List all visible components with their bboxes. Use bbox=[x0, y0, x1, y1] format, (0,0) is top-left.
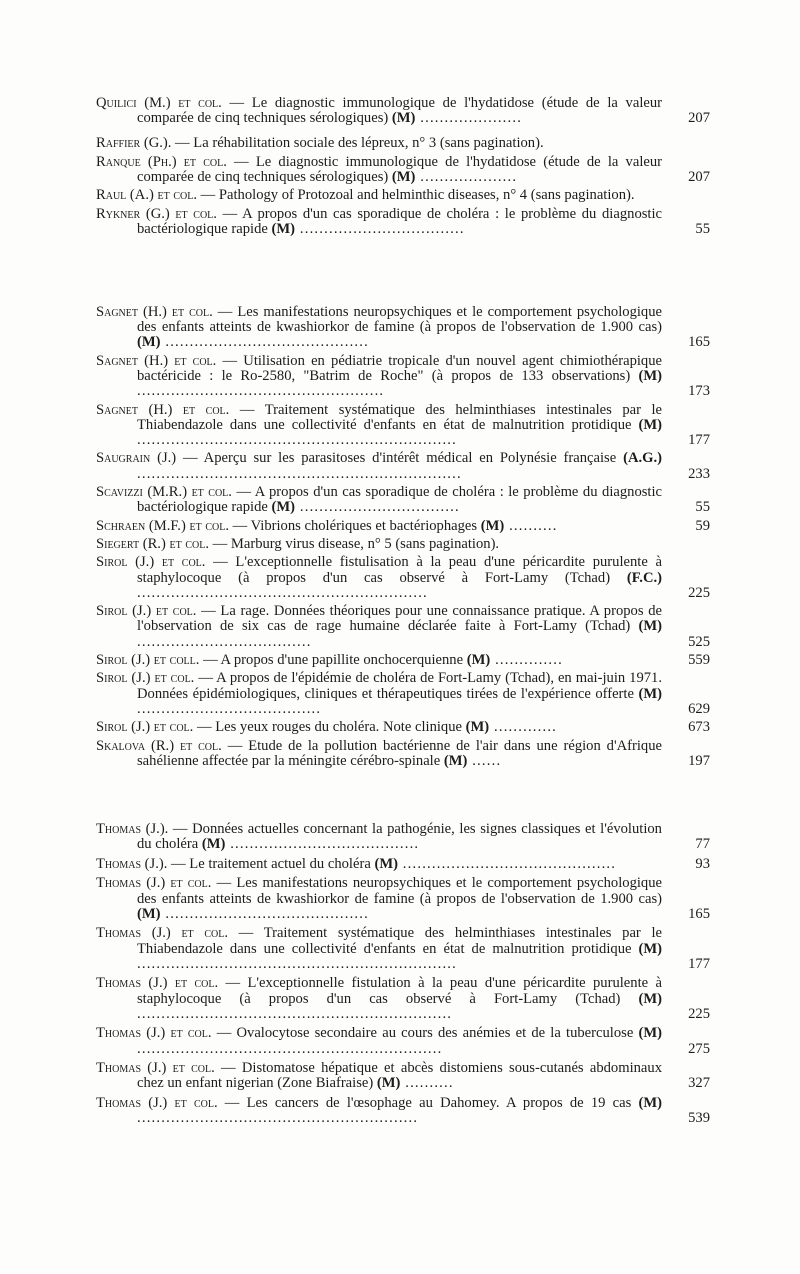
entry-type-mark: (M) bbox=[374, 855, 398, 872]
entry-type-mark: (M) bbox=[466, 651, 491, 668]
entry-leader-dots: .......................................................... bbox=[137, 1110, 419, 1127]
index-entry bbox=[96, 403, 710, 449]
entry-author: Raffier (G.). bbox=[96, 135, 172, 152]
entry-page-number: 177 bbox=[688, 955, 710, 972]
entry-title: — Etude de la pollution bactérienne de l'air dans une région d'Afrique sahélienne affectée par la méningite cérébro-spinale bbox=[137, 737, 662, 769]
entry-page-number: 55 bbox=[695, 499, 710, 516]
index-entry bbox=[96, 136, 710, 151]
entry-title: — Les yeux rouges du choléra. Note clinique bbox=[193, 719, 466, 736]
index-section-t bbox=[96, 822, 710, 1131]
entry-title: — Ovalocytose secondaire au cours des anémies et de la tuberculose bbox=[211, 1025, 639, 1042]
entry-title: — Distomatose hépatique et abcès distomiens sous-cutanés abdominaux chez un enfant nigerian (Zone Biafraise) bbox=[137, 1060, 663, 1092]
entry-author: Thomas (J.) et col. bbox=[96, 1060, 215, 1077]
entry-leader-dots: ..................... bbox=[415, 110, 523, 127]
entry-author: Skalova (R.) et col. bbox=[96, 737, 222, 754]
entry-author: Sagnet (H.) et col. bbox=[96, 401, 230, 418]
entry-author: Saugrain (J.) bbox=[96, 450, 177, 467]
entry-leader-dots: ....................................... bbox=[225, 836, 420, 853]
entry-leader-dots: .................................................................. bbox=[137, 432, 457, 448]
entry-leader-dots: ................................................................. bbox=[137, 1005, 453, 1022]
entry-type-mark: (M) bbox=[137, 905, 161, 922]
entry-author: Quilici (M.) et col. bbox=[96, 95, 222, 111]
entry-leader-dots: ............................................ bbox=[397, 855, 617, 872]
index-entry bbox=[96, 976, 710, 1022]
entry-type-mark: (A.G.) bbox=[623, 450, 662, 467]
entry-page-number: 225 bbox=[688, 1005, 710, 1022]
entry-author: Sirol (J.) et col. bbox=[96, 670, 195, 687]
entry-author: Sirol (J.) et col. bbox=[96, 719, 194, 736]
index-entry bbox=[96, 739, 710, 769]
entry-author: Scavizzi (M.R.) et col. bbox=[96, 483, 232, 500]
entry-title: — La réhabilitation sociale des lépreux, n° 3 (sans pagination). bbox=[171, 135, 544, 152]
entry-leader-dots: ............. bbox=[489, 719, 558, 736]
entry-type-mark: (M) bbox=[201, 836, 226, 853]
entry-type-mark: (M) bbox=[465, 719, 490, 736]
entry-title: — A propos d'un cas sporadique de choléra : le problème du diagnostic bactériologique rapide bbox=[137, 205, 663, 237]
entry-author: Schraen (M.F.) et col. bbox=[96, 517, 229, 534]
entry-type-mark: (M) bbox=[638, 416, 662, 433]
index-entry bbox=[96, 485, 710, 515]
entry-type-mark: (M) bbox=[376, 1075, 401, 1092]
index-entry bbox=[96, 555, 710, 601]
entry-page-number: 197 bbox=[688, 752, 710, 769]
index-entry bbox=[96, 519, 710, 534]
entry-author: Rykner (G.) et col. bbox=[96, 205, 217, 222]
entry-title: — Traitement systématique des helminthiases intestinales par le Thiabendazole dans une collectivité d'enfants en état de malnutrition protidique bbox=[137, 401, 663, 433]
index-entry bbox=[96, 96, 710, 126]
entry-author: Siegert (R.) et col. bbox=[96, 535, 209, 552]
entry-title: — Le traitement actuel du choléra bbox=[167, 855, 375, 872]
entry-leader-dots: ................................................... bbox=[137, 383, 385, 400]
index-section-q-r bbox=[96, 96, 710, 240]
entry-page-number: 177 bbox=[688, 432, 710, 448]
index-entry bbox=[96, 822, 710, 852]
index-entry bbox=[96, 155, 710, 185]
entry-leader-dots: ...................................... bbox=[137, 700, 322, 717]
entry-leader-dots: .......................................... bbox=[160, 334, 369, 351]
entry-author: Thomas (J.). bbox=[96, 855, 168, 872]
entry-title: — Les manifestations neuropsychiques et le comportement psychologique des enfants atteints de kwashiorkor de famine (à propos de l'observation de 1.900 cas) bbox=[137, 875, 662, 907]
entry-type-mark: (M) bbox=[271, 220, 296, 237]
entry-type-mark: (F.C.) bbox=[626, 569, 662, 586]
entry-title: — L'exceptionnelle fistulation à la peau d'une péricardite purulente à staphylocoque (à propos d'un cas observé à Fort-Lamy (Tchad) bbox=[137, 975, 662, 1007]
entry-page-number: 275 bbox=[688, 1040, 710, 1057]
entry-leader-dots: .................................. bbox=[295, 220, 465, 237]
entry-title: — Utilisation en pédiatrie tropicale d'un nouvel agent chimiothérapique bactéricide : le Ro-2580, "Batrim de Roche" (à propos de 133 observations) bbox=[137, 352, 663, 384]
entry-type-mark: (M) bbox=[137, 334, 161, 351]
entry-title: — Marburg virus disease, n° 5 (sans pagination). bbox=[208, 535, 500, 552]
entry-page-number: 539 bbox=[688, 1110, 710, 1127]
index-entry bbox=[96, 876, 710, 922]
entry-type-mark: (M) bbox=[638, 940, 662, 957]
entry-type-mark: (M) bbox=[638, 685, 662, 702]
index-entry bbox=[96, 1061, 710, 1091]
index-section-s bbox=[96, 305, 710, 772]
index-entry bbox=[96, 604, 710, 650]
index-entry bbox=[96, 354, 710, 400]
entry-title: — La rage. Données théoriques pour une connaissance pratique. A propos de l'observation de six cas de rage humaine déclarée faite à Fort-Lamy (Tchad) bbox=[137, 603, 662, 635]
entry-page-number: 93 bbox=[695, 855, 710, 872]
entry-leader-dots: ............................................................... bbox=[137, 1040, 443, 1057]
index-entry bbox=[96, 1026, 710, 1056]
entry-author: Ranque (Ph.) et col. bbox=[96, 153, 227, 170]
entry-title: — Aperçu sur les parasitoses d'intérêt médical en Polynésie française bbox=[176, 450, 624, 467]
entry-leader-dots: .................... bbox=[415, 169, 518, 185]
entry-page-number: 77 bbox=[695, 836, 710, 853]
entry-page-number: 165 bbox=[688, 334, 710, 351]
entry-page-number: 225 bbox=[688, 584, 710, 601]
entry-author: Sirol (J.) et col. bbox=[96, 603, 197, 620]
index-entry bbox=[96, 720, 710, 735]
index-entry bbox=[96, 653, 710, 668]
entry-leader-dots: .......................................... bbox=[160, 905, 369, 922]
entry-author: Sagnet (H.) et col. bbox=[96, 352, 217, 369]
index-entry bbox=[96, 671, 710, 717]
entry-leader-dots: ................................. bbox=[295, 499, 460, 516]
entry-leader-dots: .............. bbox=[490, 651, 563, 668]
entry-type-mark: (M) bbox=[638, 368, 662, 384]
entry-page-number: 207 bbox=[688, 110, 710, 127]
entry-page-number: 673 bbox=[688, 719, 710, 736]
entry-author: Thomas (J.) et col. bbox=[96, 1025, 212, 1042]
entry-page-number: 629 bbox=[688, 700, 710, 717]
entry-author: Sirol (J.) et coll. bbox=[96, 651, 200, 668]
entry-leader-dots: ...... bbox=[467, 752, 502, 769]
entry-title: — Vibrions cholériques et bactériophages bbox=[228, 517, 481, 534]
entry-author: Thomas (J.) et col. bbox=[96, 975, 219, 992]
entry-type-mark: (M) bbox=[391, 110, 416, 127]
entry-page-number: 59 bbox=[695, 517, 710, 534]
entry-author: Thomas (J.) et col. bbox=[96, 875, 212, 892]
entry-leader-dots: .......... bbox=[504, 517, 558, 534]
entry-type-mark: (M) bbox=[443, 752, 468, 769]
index-entry bbox=[96, 451, 710, 481]
entry-title: — L'exceptionnelle fistulisation à la peau d'une péricardite purulente à staphylocoque (à propos d'un cas observé à Fort-Lamy (Tchad) bbox=[137, 554, 662, 586]
entry-type-mark: (M) bbox=[638, 618, 662, 635]
entry-title: — A propos de l'épidémie de choléra de Fort-Lamy (Tchad), en mai-juin 1971. Données épidémiologiques, cliniques et thérapeutiques tirées de l'expérience offerte bbox=[137, 670, 662, 702]
entry-author: Thomas (J.). bbox=[96, 821, 169, 837]
index-entry bbox=[96, 1096, 710, 1126]
entry-title: — Les manifestations neuropsychiques et le comportement psychologique des enfants atteints de kwashiorkor de famine (à propos de l'observation de 1.900 cas) bbox=[137, 304, 662, 336]
entry-type-mark: (M) bbox=[638, 990, 662, 1007]
entry-author: Sirol (J.) et col. bbox=[96, 554, 206, 571]
entry-author: Raul (A.) et col. bbox=[96, 187, 198, 204]
entry-page-number: 525 bbox=[688, 633, 710, 650]
entry-page-number: 173 bbox=[688, 383, 710, 400]
index-entry bbox=[96, 537, 710, 552]
entry-title: — Traitement systématique des helminthiases intestinales par le Thiabendazole dans une collectivité d'enfants en état de malnutrition protidique bbox=[137, 925, 663, 957]
entry-page-number: 207 bbox=[688, 169, 710, 185]
entry-type-mark: (M) bbox=[391, 169, 416, 185]
entry-type-mark: (M) bbox=[480, 517, 505, 534]
entry-title: — Le diagnostic immunologique de l'hydatidose (étude de la valeur comparée de cinq techniques sérologiques) bbox=[137, 153, 663, 185]
entry-author: Thomas (J.) et col. bbox=[96, 1094, 218, 1111]
index-entry bbox=[96, 188, 710, 203]
index-entry bbox=[96, 857, 710, 872]
index-entry bbox=[96, 305, 710, 351]
entry-page-number: 559 bbox=[688, 651, 710, 668]
entry-title: — Le diagnostic immunologique de l'hydatidose (étude de la valeur comparée de cinq techniques sérologiques) bbox=[137, 95, 663, 127]
entry-type-mark: (M) bbox=[638, 1094, 662, 1111]
entry-type-mark: (M) bbox=[638, 1025, 662, 1042]
entry-leader-dots: .................................... bbox=[137, 633, 312, 650]
entry-author: Sagnet (H.) et col. bbox=[96, 304, 213, 320]
entry-author: Thomas (J.) et col. bbox=[96, 925, 228, 942]
entry-page-number: 233 bbox=[688, 465, 710, 482]
entry-page-number: 55 bbox=[695, 220, 710, 237]
index-entry bbox=[96, 926, 710, 972]
entry-title: — Pathology of Protozoal and helminthic diseases, n° 4 (sans pagination). bbox=[197, 187, 635, 204]
entry-leader-dots: .................................................................. bbox=[137, 955, 457, 972]
entry-title: — Données actuelles concernant la pathogénie, les signes classiques et l'évolution du choléra bbox=[137, 821, 662, 853]
entry-type-mark: (M) bbox=[271, 499, 296, 516]
entry-page-number: 165 bbox=[688, 905, 710, 922]
entry-leader-dots: ............................................................ bbox=[137, 584, 428, 601]
entry-leader-dots: .......... bbox=[400, 1075, 454, 1092]
entry-leader-dots: ................................................................... bbox=[137, 465, 462, 482]
entry-page-number: 327 bbox=[688, 1075, 710, 1092]
entry-title: — A propos d'un cas sporadique de choléra : le problème du diagnostic bactériologique rapide bbox=[137, 483, 663, 516]
index-entry bbox=[96, 207, 710, 237]
entry-title: — A propos d'une papillite onchocerquienne bbox=[199, 651, 467, 668]
entry-title: — Les cancers de l'œsophage au Dahomey. A propos de 19 cas bbox=[217, 1094, 639, 1111]
